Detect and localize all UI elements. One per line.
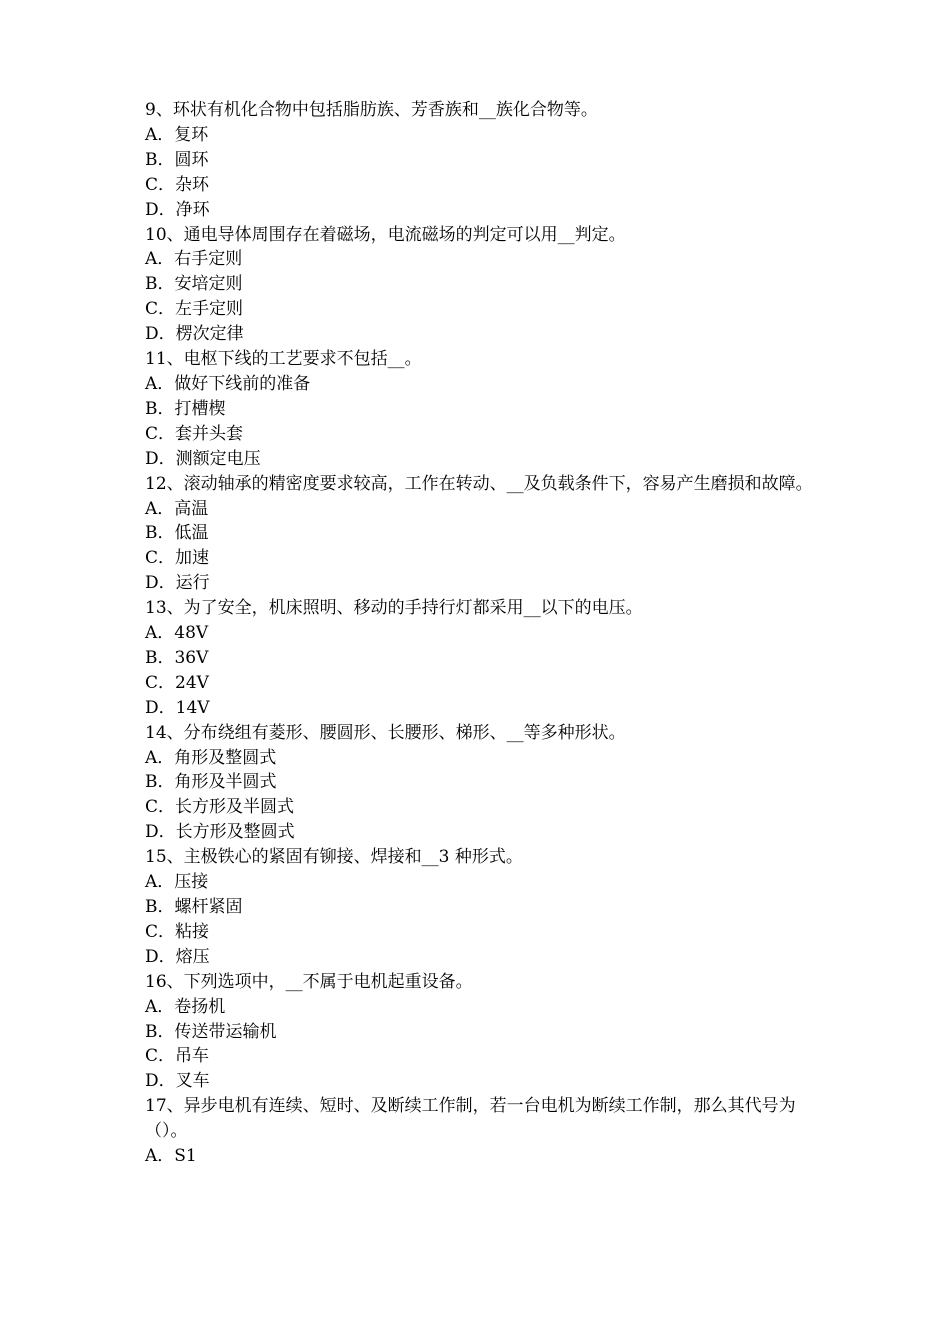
option-b: B．圆环: [145, 149, 209, 170]
option-b: B．安培定则: [145, 274, 243, 295]
option-c: C．杂环: [145, 174, 210, 195]
option-a: A．角形及整圆式: [145, 747, 277, 768]
option-a: A．压接: [145, 872, 209, 893]
question-stem: 10、通电导体周围存在着磁场，电流磁场的判定可以用__判定。: [145, 224, 626, 245]
question-10: [145, 223, 815, 348]
option-d: D．运行: [145, 573, 210, 594]
option-a: A．右手定则: [145, 249, 243, 270]
question-stem: 14、分布绕组有菱形、腰圆形、长腰形、梯形、__等多种形状。: [145, 722, 626, 743]
option-d: D．14V: [145, 697, 210, 718]
question-16: [145, 970, 815, 1095]
option-c: C．加速: [145, 548, 210, 569]
option-b: B．低温: [145, 523, 209, 544]
option-b: B．角形及半圆式: [145, 772, 277, 793]
question-11: [145, 347, 815, 472]
option-c: C．左手定则: [145, 299, 244, 320]
option-c: C．吊车: [145, 1046, 210, 1067]
question-17: [145, 1094, 815, 1169]
option-d: D．楞次定律: [145, 324, 244, 345]
question-stem: 12、滚动轴承的精密度要求较高，工作在转动、__及负载条件下，容易产生磨损和故障。: [145, 473, 813, 494]
option-a: A．做好下线前的准备: [145, 373, 311, 394]
option-a: A．48V: [145, 623, 209, 644]
option-c: C．粘接: [145, 921, 210, 942]
question-stem: 17、异步电机有连续、短时、及断续工作制，若一台电机为断续工作制，那么其代号为（）。: [145, 1096, 796, 1142]
option-b: B．螺杆紧固: [145, 897, 243, 917]
option-a: A．高温: [145, 498, 209, 519]
option-d: D．叉车: [145, 1071, 210, 1092]
question-stem: 11、电枢下线的工艺要求不包括__。: [145, 349, 422, 370]
question-stem: 9、环状有机化合物中包括脂肪族、芳香族和__族化合物等。: [145, 100, 598, 120]
question-stem: 15、主极铁心的紧固有铆接、焊接和__3 种形式。: [145, 847, 523, 868]
option-c: C．24V: [145, 672, 209, 693]
option-d: D．长方形及整圆式: [145, 822, 295, 843]
question-9: [145, 98, 815, 223]
option-c: C．长方形及半圆式: [145, 797, 295, 818]
option-b: B．传送带运输机: [145, 1021, 277, 1042]
question-stem: 16、下列选项中，__不属于电机起重设备。: [145, 971, 473, 992]
option-d: D．净环: [145, 199, 210, 220]
question-stem: 13、为了安全，机床照明、移动的手持行灯都采用__以下的电压。: [145, 598, 643, 619]
question-12: [145, 472, 815, 597]
question-15: [145, 845, 815, 970]
option-a: A．S1: [145, 1146, 197, 1167]
option-d: D．测额定电压: [145, 448, 261, 469]
option-a: A．复环: [145, 124, 209, 145]
question-14: [145, 721, 815, 846]
option-d: D．熔压: [145, 946, 210, 967]
option-a: A．卷扬机: [145, 996, 226, 1017]
question-13: [145, 596, 815, 721]
option-b: B．36V: [145, 647, 209, 668]
option-b: B．打槽楔: [145, 398, 226, 419]
option-c: C．套并头套: [145, 423, 244, 444]
question-list: [145, 98, 815, 1169]
